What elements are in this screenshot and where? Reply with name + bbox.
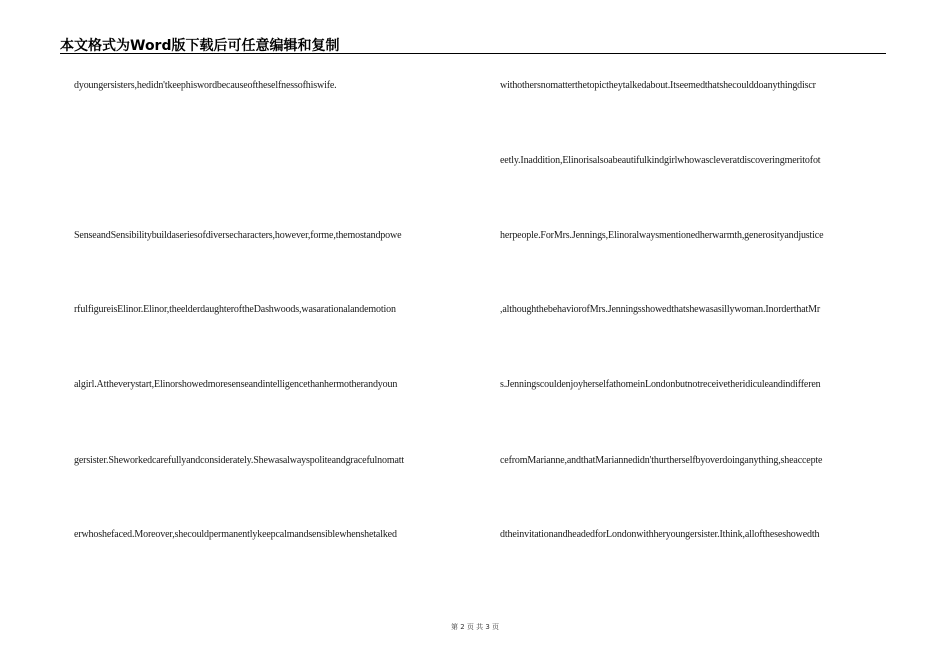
page-number-footer: 第 2 页 共 3 页 [450,623,500,631]
text-line: eetly.Inaddition,Elinorisalsoabeautifulkindgirlwhowascleveratdiscoveringmeritofot [500,155,821,166]
text-line: dtheinvitationandheadedforLondonwithheryoungersister.Ithink,alloftheseshowedth [500,529,820,540]
text-line: erwhoshefaced.Moreover,shecouldpermanentlykeepcalmandsensiblewhenshetalked [74,529,397,540]
text-line: cefromMarianne,andthatMariannedidn'thurtherselfbyoverdoinganything,sheaccepte [500,455,823,466]
text-line: s.JenningscouldenjoyherselfathomeinLondonbutnotreceivetheridiculeandindifferen [500,379,821,390]
document-header-title: 本文格式为Word版下载后可任意编辑和复制 [60,38,340,54]
text-line: gersister.Sheworkedcarefullyandconsiderately.Shewasalwayspoliteandgracefulnomatt [74,455,405,466]
text-line: dyoungersisters,hedidn'tkeephiswordbecauseoftheselfnessofhiswife. [74,80,337,91]
text-line: ,althoughthebehaviorofMrs.Jenningsshowedthatshewasasillywoman.InorderthatMr [500,304,821,315]
header-divider [60,53,886,54]
text-line: rfulfigureisElinor.Elinor,theelderdaughteroftheDashwoods,wasarationalandemotion [74,304,396,315]
text-line: withothersnomatterthetopictheytalkedabout.Itseemedthatshecoulddoanythingdiscr [500,80,816,91]
text-line: herpeople.ForMrs.Jennings,Elinoralwaysmentionedherwarmth,generosityandjustice [500,230,824,241]
text-line: SenseandSensibilitybuildaseriesofdiversecharacters,however,forme,themostandpowe [74,230,402,241]
text-line: algirl.Attheverystart,Elinorshowedmoresenseandintelligencethanhermotherandyoun [74,379,398,390]
